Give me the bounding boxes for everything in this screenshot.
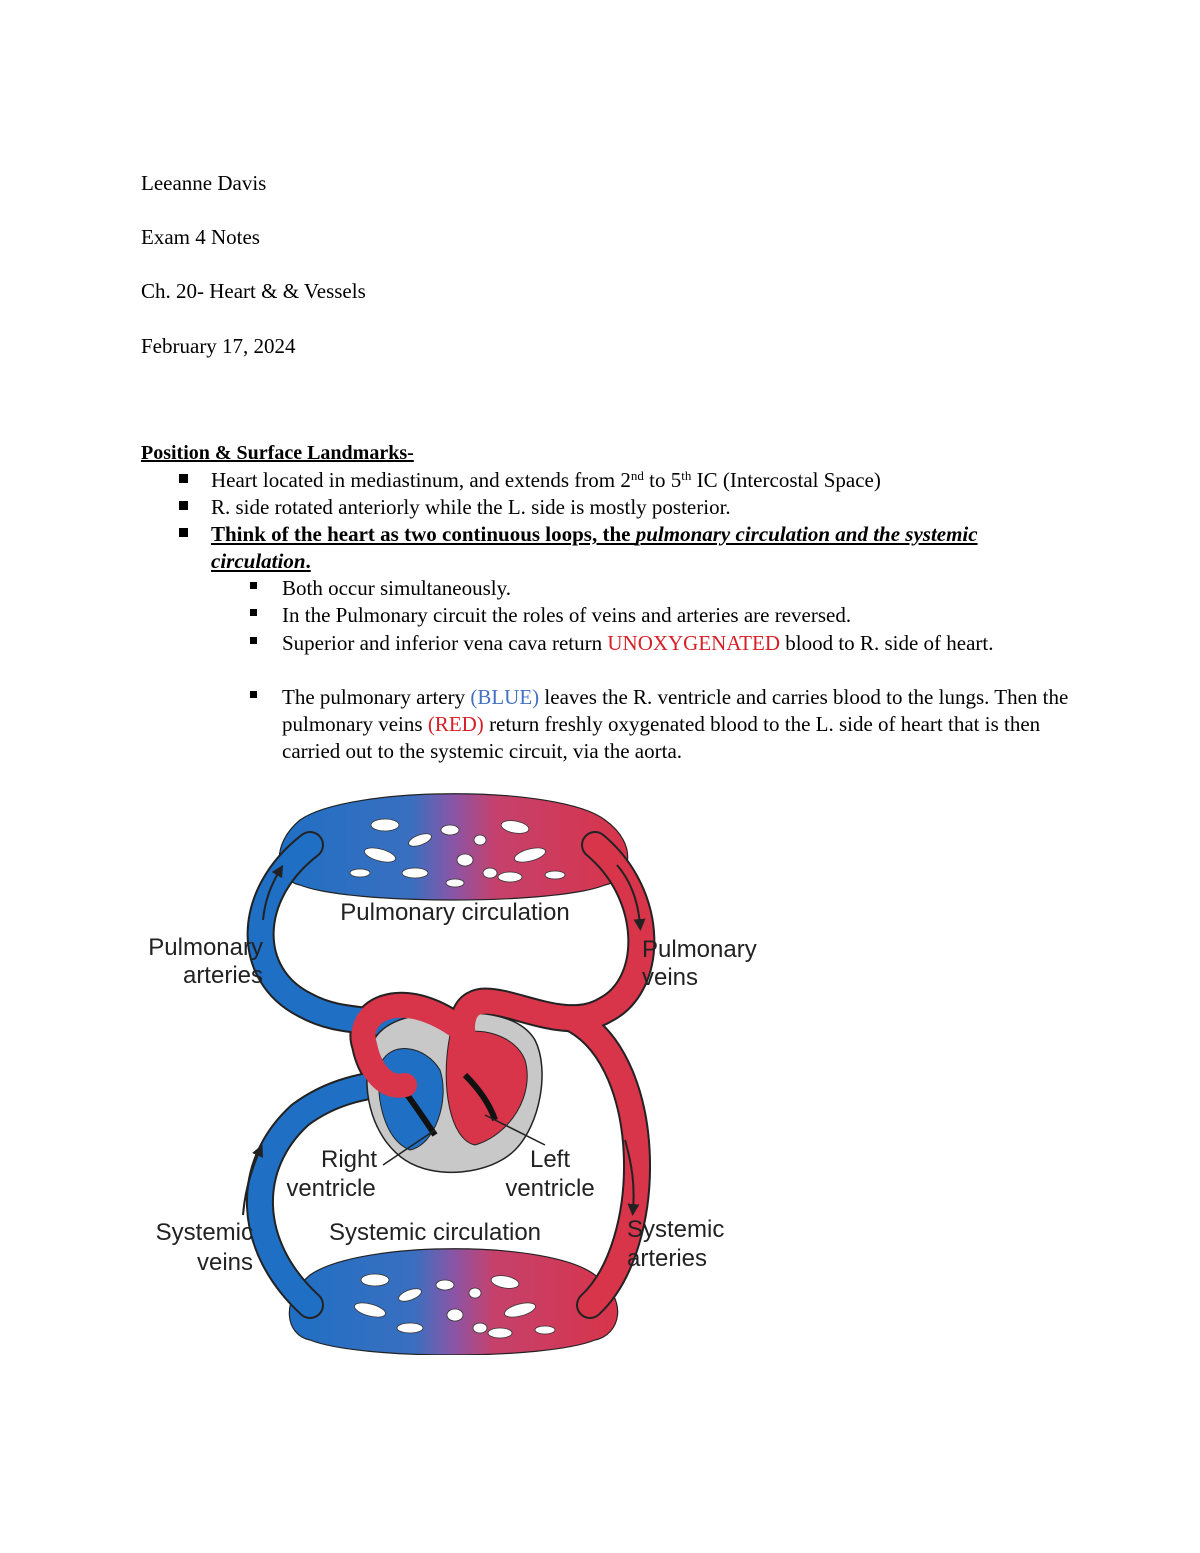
- bullet-text: The pulmonary artery: [282, 685, 471, 709]
- sub-bullet-marker: [250, 582, 257, 589]
- bullet-text: IC (Intercostal Space): [691, 468, 881, 492]
- chapter-title: Ch. 20- Heart & & Vessels: [141, 279, 366, 303]
- left-ventricle-label-2: ventricle: [505, 1175, 595, 1202]
- systemic-circulation-label: Systemic circulation: [328, 1219, 542, 1246]
- exam-title: Exam 4 Notes: [141, 225, 260, 249]
- bullet-two-loops: [211, 521, 1071, 575]
- sub-bullet-marker: [250, 691, 257, 698]
- bullet-marker: [179, 474, 188, 483]
- date: February 17, 2024: [141, 334, 296, 358]
- pulmonary-circulation-label: Pulmonary circulation: [340, 899, 570, 926]
- pulmonary-veins-label: Pulmonary: [642, 936, 757, 963]
- sub-bullet-marker: [250, 637, 257, 644]
- sub-bullet-vena-cava: [282, 630, 1072, 657]
- bullet-rotation: R. side rotated anteriorly while the L. side is mostly posterior.: [211, 495, 731, 519]
- left-ventricle-label: Left: [529, 1146, 571, 1173]
- pulmonary-arteries-label: Pulmonary: [148, 934, 263, 961]
- bullet-text: Heart located in mediastinum, and extends from 2: [211, 468, 631, 492]
- circulation-diagram: [135, 785, 775, 1355]
- blue-emphasis: (BLUE): [470, 685, 540, 709]
- superscript: th: [681, 468, 692, 483]
- bullet-text: leaves the R. ventricle and carries blood to the lungs. Then the pulmonary veins: [282, 685, 1069, 736]
- pulmonary-arteries-label-2: arteries: [182, 962, 263, 989]
- systemic-veins-label-2: veins: [196, 1249, 253, 1276]
- bullet-text: return freshly oxygenated blood to the L. side of heart that is then carried out to the systemic circuit, via the aorta.: [282, 712, 1041, 763]
- bold-text: .: [305, 549, 311, 573]
- section-heading: Position & Surface Landmarks-: [141, 442, 414, 464]
- bullet-text: blood to R. side of heart.: [780, 631, 994, 655]
- right-ventricle-label-2: ventricle: [286, 1175, 376, 1202]
- superscript: nd: [630, 468, 644, 483]
- bullet-heart-location: [211, 467, 1071, 494]
- bullet-text: Superior and inferior vena cava return: [282, 631, 608, 655]
- sub-bullet-simultaneous: Both occur simultaneously.: [282, 576, 512, 600]
- systemic-capillary-bed: [289, 1249, 617, 1355]
- systemic-arteries-label: Systemic: [627, 1216, 725, 1243]
- red-emphasis: (RED): [427, 712, 484, 736]
- author-name: Leeanne Davis: [141, 171, 267, 195]
- bullet-marker: [179, 528, 188, 537]
- systemic-veins-label: Systemic: [155, 1219, 253, 1246]
- red-emphasis: UNOXYGENATED: [607, 631, 781, 655]
- systemic-arteries-label-2: arteries: [627, 1245, 708, 1272]
- bold-text: Think of the heart as two continuous loops, the: [211, 522, 636, 546]
- italic-emphasis: pulmonary circulation and the systemic circulation: [211, 522, 978, 573]
- bullet-text: to 5: [643, 468, 682, 492]
- right-ventricle-label: Right: [320, 1146, 378, 1173]
- pulmonary-capillary-bed: [279, 794, 627, 900]
- sub-bullet-marker: [250, 609, 257, 616]
- sub-bullet-pulmonary-artery: [282, 684, 1072, 765]
- sub-bullet-reversed-roles: In the Pulmonary circuit the roles of veins and arteries are reversed.: [282, 603, 852, 627]
- bullet-marker: [179, 501, 188, 510]
- pulmonary-veins-label-2: veins: [642, 964, 699, 991]
